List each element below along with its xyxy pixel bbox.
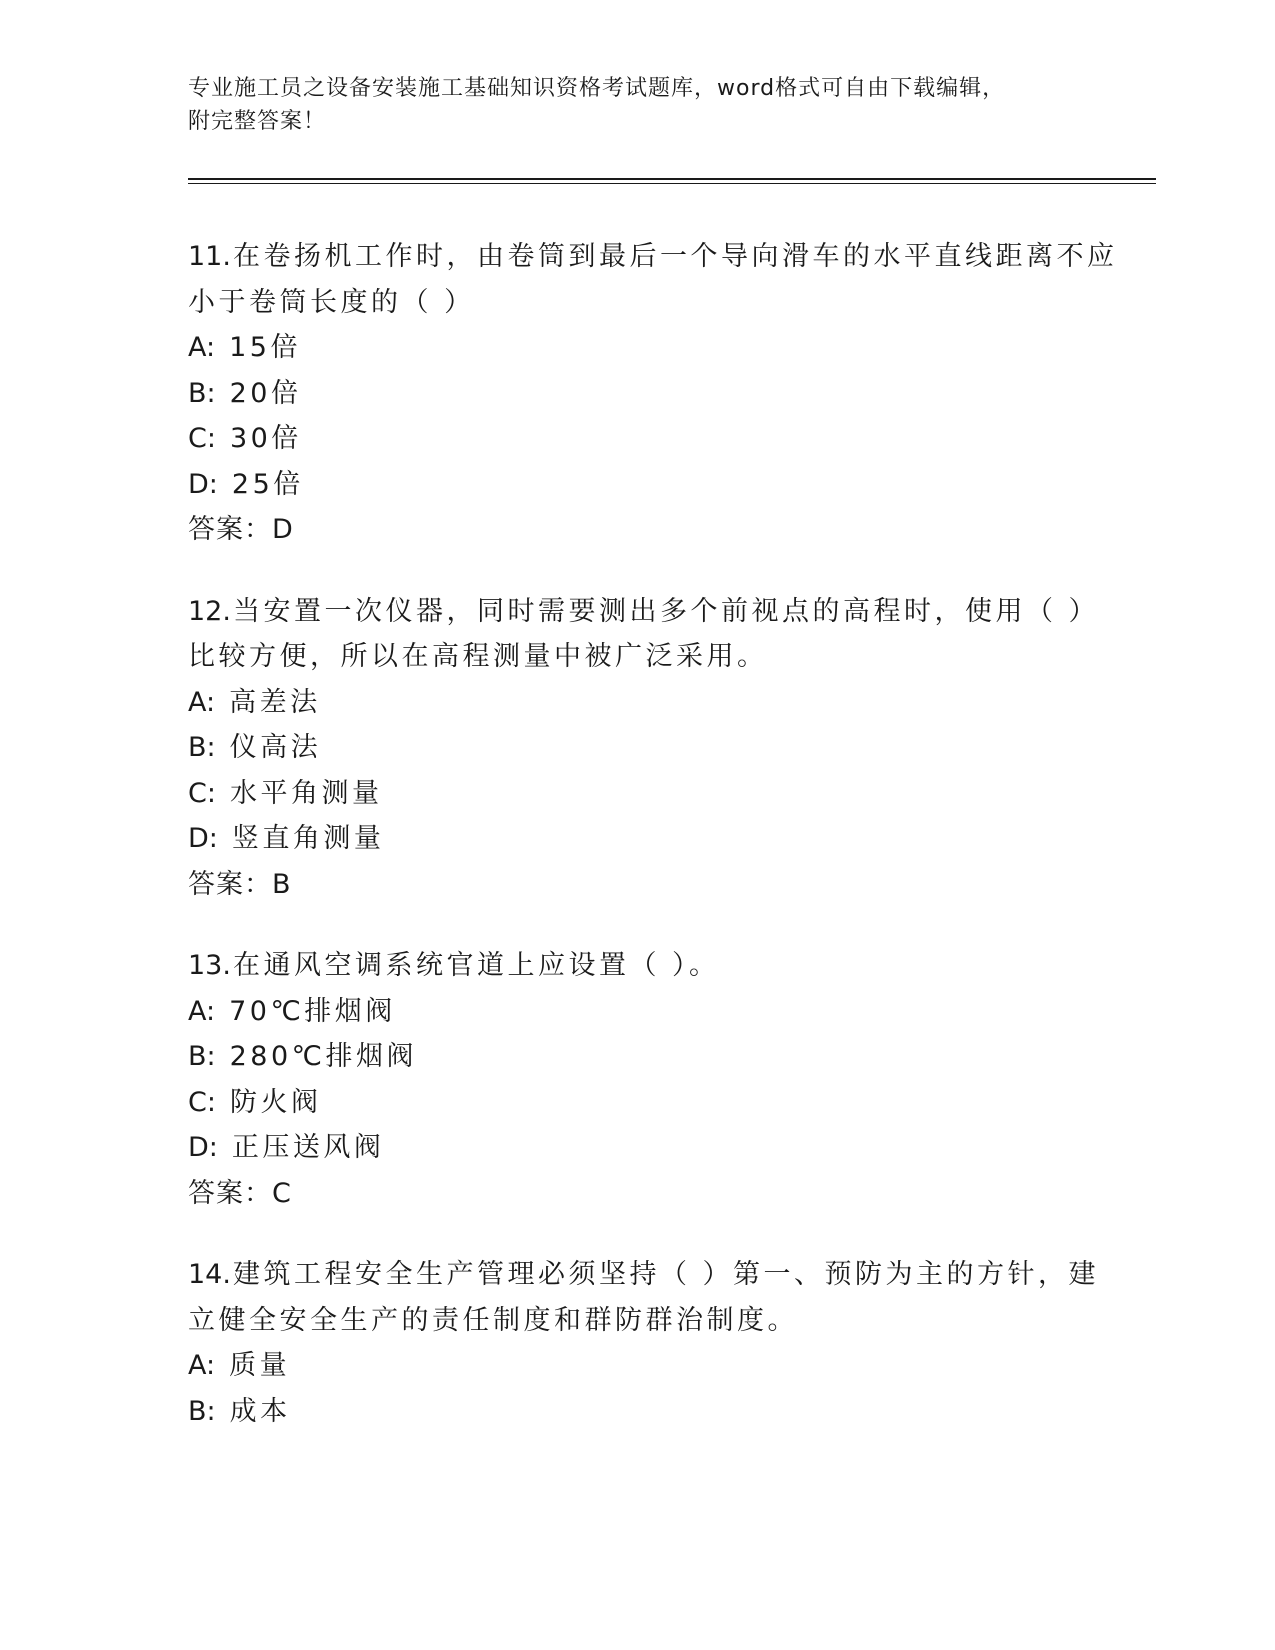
answer-option bbox=[188, 989, 1088, 1035]
option-text: 质量 bbox=[229, 1350, 291, 1381]
answer-option bbox=[188, 371, 1088, 417]
question-stem-continued bbox=[188, 280, 1088, 326]
answer-label: 答案： bbox=[188, 868, 272, 900]
question-stem bbox=[188, 943, 1088, 989]
question-text: 在卷扬机工作时，由卷筒到最后一个导向滑车的水平直线距离不应 bbox=[232, 241, 1118, 272]
option-text: 20倍 bbox=[229, 377, 302, 409]
question-text: 建筑工程安全生产管理必须坚持（ ）第一、预防为主的方针，建 bbox=[232, 1259, 1100, 1290]
question-block bbox=[188, 943, 1088, 1216]
option-key: D: bbox=[188, 468, 218, 500]
answer-option bbox=[188, 725, 1088, 771]
document-header bbox=[188, 72, 1088, 138]
header-title-line: 专业施工员之设备安装施工基础知识资格考试题库，word格式可自由下载编辑， bbox=[188, 76, 1006, 101]
option-key: D: bbox=[188, 1132, 218, 1163]
answer-option bbox=[188, 416, 1088, 462]
answer-option bbox=[188, 680, 1088, 726]
question-block bbox=[188, 1252, 1100, 1434]
option-key: A: bbox=[188, 995, 216, 1027]
answer-option bbox=[188, 325, 1088, 371]
option-text: 防火阀 bbox=[229, 1086, 322, 1118]
option-key: D: bbox=[188, 823, 218, 854]
option-text: 仪高法 bbox=[229, 732, 322, 763]
option-key: B: bbox=[188, 732, 216, 763]
answer-option bbox=[188, 462, 1088, 508]
option-text: 30倍 bbox=[229, 423, 302, 454]
option-text: 70℃排烟阀 bbox=[229, 995, 396, 1027]
question-block bbox=[188, 589, 1100, 908]
header-divider-thin bbox=[188, 183, 1156, 184]
question-block bbox=[188, 234, 1118, 553]
question-number: 14. bbox=[188, 1259, 231, 1290]
question-text: 立健全安全生产的责任制度和群防群治制度。 bbox=[188, 1304, 798, 1336]
question-text: 小于卷筒长度的（ ） bbox=[188, 286, 475, 318]
option-text: 正压送风阀 bbox=[231, 1132, 385, 1163]
question-stem bbox=[188, 234, 1118, 280]
option-key: B: bbox=[188, 1395, 216, 1427]
answer-option bbox=[188, 1034, 1088, 1080]
answer-option bbox=[188, 1125, 1088, 1171]
question-number: 12. bbox=[188, 595, 231, 627]
option-key: A: bbox=[188, 1350, 216, 1381]
answer-label: 答案： bbox=[188, 514, 272, 545]
answer-line bbox=[188, 507, 1088, 553]
option-text: 高差法 bbox=[229, 686, 321, 718]
option-key: A: bbox=[188, 686, 216, 718]
question-stem-continued bbox=[188, 634, 1088, 680]
answer-line bbox=[188, 862, 1088, 908]
option-key: C: bbox=[188, 1086, 216, 1118]
question-text: 在通风空调系统官道上应设置（ ）。 bbox=[232, 950, 720, 981]
question-text: 当安置一次仪器，同时需要测出多个前视点的高程时，使用（ ） bbox=[232, 595, 1100, 627]
option-text: 水平角测量 bbox=[229, 777, 383, 809]
header-divider bbox=[188, 178, 1156, 180]
option-text: 成本 bbox=[229, 1395, 291, 1427]
question-stem-continued bbox=[188, 1298, 1088, 1344]
option-text: 竖直角测量 bbox=[231, 823, 385, 854]
question-text: 比较方便，所以在高程测量中被广泛采用。 bbox=[188, 641, 768, 672]
question-stem bbox=[188, 589, 1100, 635]
answer-value: C bbox=[272, 1177, 291, 1209]
question-stem bbox=[188, 1252, 1100, 1298]
option-text: 25倍 bbox=[231, 468, 304, 500]
question-number: 11. bbox=[188, 241, 231, 272]
question-list bbox=[188, 234, 1118, 1470]
answer-value: B bbox=[272, 868, 291, 900]
option-text: 280℃排烟阀 bbox=[229, 1041, 417, 1072]
option-key: C: bbox=[188, 423, 216, 454]
option-key: B: bbox=[188, 1041, 216, 1072]
answer-option bbox=[188, 816, 1088, 862]
option-key: A: bbox=[188, 332, 216, 363]
answer-option bbox=[188, 1080, 1088, 1126]
option-key: C: bbox=[188, 777, 216, 809]
answer-value: D bbox=[272, 514, 293, 545]
answer-label: 答案： bbox=[188, 1177, 272, 1209]
answer-line bbox=[188, 1171, 1088, 1217]
answer-option bbox=[188, 771, 1088, 817]
option-text: 15倍 bbox=[229, 332, 301, 363]
option-key: B: bbox=[188, 377, 216, 409]
header-subtitle-line: 附完整答案！ bbox=[188, 109, 327, 134]
answer-option bbox=[188, 1389, 1088, 1435]
question-number: 13. bbox=[188, 950, 231, 981]
answer-option bbox=[188, 1343, 1088, 1389]
